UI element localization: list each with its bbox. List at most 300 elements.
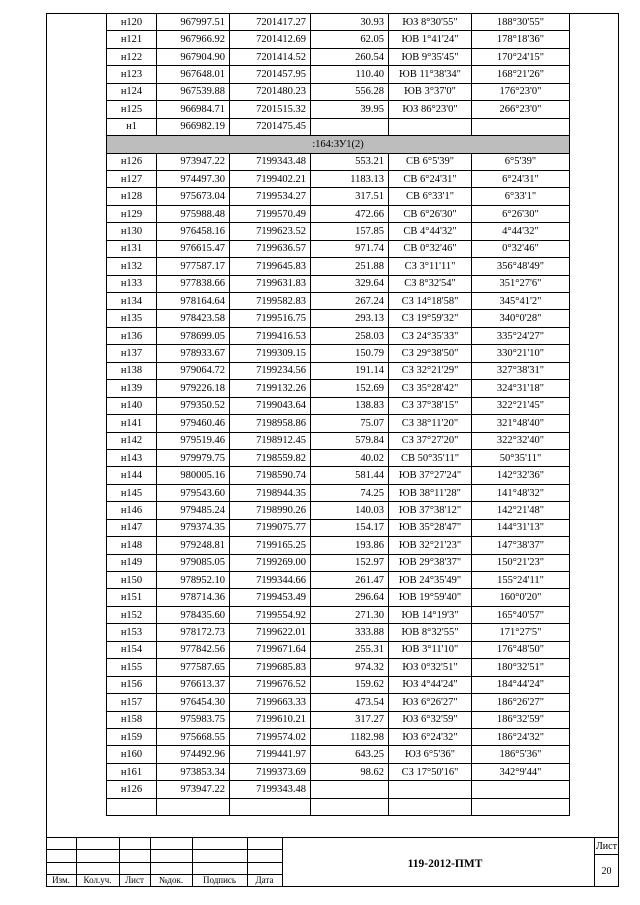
point-name-cell: н137	[107, 345, 157, 362]
point-name-cell: н160	[107, 746, 157, 763]
y-coordinate-cell: 7199441.97	[230, 746, 311, 763]
azimuth-cell: 266°23'0"	[472, 101, 570, 118]
x-coordinate-cell: 976613.37	[157, 676, 230, 693]
point-name-cell: н136	[107, 327, 157, 344]
azimuth-cell: 186°26'27"	[472, 694, 570, 711]
x-coordinate-cell: 978164.64	[157, 293, 230, 310]
x-coordinate-cell: 978435.60	[157, 606, 230, 623]
point-name-cell: н128	[107, 188, 157, 205]
y-coordinate-cell: 7199663.33	[230, 694, 311, 711]
distance-cell: 271.30	[311, 606, 389, 623]
direction-cell: СЗ 37°38'15"	[389, 397, 472, 414]
direction-cell: СЗ 3°11'11"	[389, 258, 472, 275]
azimuth-cell	[472, 781, 570, 798]
azimuth-cell: 180°32'51"	[472, 659, 570, 676]
azimuth-cell: 142°32'36"	[472, 467, 570, 484]
distance-cell: 553.21	[311, 153, 389, 170]
direction-cell: ЮЗ 0°32'51"	[389, 659, 472, 676]
direction-cell: ЮЗ 8°30'55"	[389, 14, 472, 31]
x-coordinate-cell: 980005.16	[157, 467, 230, 484]
distance-cell: 258.03	[311, 327, 389, 344]
y-coordinate-cell: 7201457.95	[230, 66, 311, 83]
table-row	[107, 397, 570, 414]
point-name-cell: н149	[107, 554, 157, 571]
x-coordinate-cell: 967966.92	[157, 31, 230, 48]
distance-cell: 191.14	[311, 362, 389, 379]
azimuth-cell: 0°32'46"	[472, 240, 570, 257]
x-coordinate-cell: 977587.17	[157, 258, 230, 275]
x-coordinate-cell: 974497.30	[157, 170, 230, 187]
table-row	[107, 380, 570, 397]
x-coordinate-cell: 973947.22	[157, 781, 230, 798]
azimuth-cell: 150°21'23"	[472, 554, 570, 571]
table-row	[107, 14, 570, 31]
point-name-cell: н153	[107, 624, 157, 641]
x-coordinate-cell: 979460.46	[157, 415, 230, 432]
table-row	[107, 449, 570, 466]
direction-cell: ЮВ 29°38'37"	[389, 554, 472, 571]
x-coordinate-cell: 979543.60	[157, 484, 230, 501]
x-coordinate-cell: 977842.56	[157, 641, 230, 658]
azimuth-cell: 6°33'1"	[472, 188, 570, 205]
azimuth-cell: 324°31'18"	[472, 380, 570, 397]
distance-cell: 62.05	[311, 31, 389, 48]
direction-cell: ЮВ 8°32'55"	[389, 624, 472, 641]
point-name-cell: н157	[107, 694, 157, 711]
distance-cell: 267.24	[311, 293, 389, 310]
azimuth-cell: 356°48'49"	[472, 258, 570, 275]
azimuth-cell: 176°48'50"	[472, 641, 570, 658]
azimuth-cell: 186°5'36"	[472, 746, 570, 763]
distance-cell: 1182.98	[311, 728, 389, 745]
stamp-izm: Изм.	[52, 875, 70, 885]
azimuth-cell: 322°21'45"	[472, 397, 570, 414]
stamp-data: Дата	[255, 875, 274, 885]
direction-cell	[389, 798, 472, 815]
y-coordinate-cell: 7199610.21	[230, 711, 311, 728]
direction-cell: СЗ 14°18'58"	[389, 293, 472, 310]
point-name-cell: н126	[107, 153, 157, 170]
point-name-cell: н144	[107, 467, 157, 484]
table-row	[107, 415, 570, 432]
point-name-cell: н121	[107, 31, 157, 48]
point-name-cell: н129	[107, 205, 157, 222]
distance-cell: 556.28	[311, 83, 389, 100]
table-row	[107, 659, 570, 676]
table-row	[107, 48, 570, 65]
table-row	[107, 537, 570, 554]
point-name-cell: н138	[107, 362, 157, 379]
section-row	[107, 136, 570, 153]
point-name-cell: н148	[107, 537, 157, 554]
stamp-dot: .	[183, 842, 186, 852]
y-coordinate-cell: 7199269.00	[230, 554, 311, 571]
x-coordinate-cell: 979064.72	[157, 362, 230, 379]
azimuth-cell: 188°30'55"	[472, 14, 570, 31]
direction-cell: ЮВ 35°28'47"	[389, 519, 472, 536]
azimuth-cell: 335°24'27"	[472, 327, 570, 344]
x-coordinate-cell: 967648.01	[157, 66, 230, 83]
point-name-cell: н158	[107, 711, 157, 728]
azimuth-cell: 322°32'40"	[472, 432, 570, 449]
direction-cell: СЗ 24°35'33"	[389, 327, 472, 344]
azimuth-cell: 165°40'57"	[472, 606, 570, 623]
y-coordinate-cell: 7199234.56	[230, 362, 311, 379]
point-name-cell: н131	[107, 240, 157, 257]
azimuth-cell: 345°41'2"	[472, 293, 570, 310]
azimuth-cell: 171°27'5"	[472, 624, 570, 641]
y-coordinate-cell: 7199534.27	[230, 188, 311, 205]
x-coordinate-cell: 975668.55	[157, 728, 230, 745]
y-coordinate-cell: 7201480.23	[230, 83, 311, 100]
point-name-cell: н154	[107, 641, 157, 658]
table-row	[107, 188, 570, 205]
table-row	[107, 572, 570, 589]
table-row	[107, 362, 570, 379]
point-name-cell: н150	[107, 572, 157, 589]
azimuth-cell: 342°9'44"	[472, 763, 570, 780]
distance-cell: 193.86	[311, 537, 389, 554]
point-name-cell: н161	[107, 763, 157, 780]
table-row	[107, 676, 570, 693]
direction-cell: ЮВ 14°19'3"	[389, 606, 472, 623]
point-name-cell: н159	[107, 728, 157, 745]
table-row	[107, 293, 570, 310]
point-name-cell: н140	[107, 397, 157, 414]
direction-cell: ЮВ 37°27'24"	[389, 467, 472, 484]
azimuth-cell: 351°27'6"	[472, 275, 570, 292]
azimuth-cell: 6°5'39"	[472, 153, 570, 170]
y-coordinate-cell: 7199636.57	[230, 240, 311, 257]
table-row	[107, 589, 570, 606]
azimuth-cell: 142°21'48"	[472, 502, 570, 519]
y-coordinate-cell	[230, 798, 311, 815]
y-coordinate-cell: 7199132.26	[230, 380, 311, 397]
x-coordinate-cell: 976458.16	[157, 223, 230, 240]
distance-cell: 293.13	[311, 310, 389, 327]
distance-cell: 140.03	[311, 502, 389, 519]
table-row	[107, 223, 570, 240]
point-name-cell: н132	[107, 258, 157, 275]
distance-cell: 98.62	[311, 763, 389, 780]
y-coordinate-cell: 7199344.66	[230, 572, 311, 589]
table-row	[107, 746, 570, 763]
direction-cell: СВ 6°26'30"	[389, 205, 472, 222]
direction-cell	[389, 118, 472, 135]
y-coordinate-cell: 7199165.25	[230, 537, 311, 554]
table-row	[107, 205, 570, 222]
azimuth-cell: 6°26'30"	[472, 205, 570, 222]
x-coordinate-cell: 976454.30	[157, 694, 230, 711]
azimuth-cell: 50°35'11"	[472, 449, 570, 466]
y-coordinate-cell: 7199570.49	[230, 205, 311, 222]
point-name-cell: н122	[107, 48, 157, 65]
coordinates-table	[106, 13, 570, 816]
distance-cell: 473.54	[311, 694, 389, 711]
point-name-cell	[107, 798, 157, 815]
direction-cell: СЗ 37°27'20"	[389, 432, 472, 449]
document-code: 119-2012-ПМТ	[407, 858, 483, 870]
direction-cell: СЗ 17°50'16"	[389, 763, 472, 780]
x-coordinate-cell: 978714.36	[157, 589, 230, 606]
direction-cell: ЮВ 37°38'12"	[389, 502, 472, 519]
y-coordinate-cell: 7199416.53	[230, 327, 311, 344]
table-row	[107, 275, 570, 292]
azimuth-cell: 178°18'36"	[472, 31, 570, 48]
distance-cell: 974.32	[311, 659, 389, 676]
point-name-cell: н134	[107, 293, 157, 310]
direction-cell: СВ 4°44'32"	[389, 223, 472, 240]
azimuth-cell	[472, 118, 570, 135]
distance-cell: 261.47	[311, 572, 389, 589]
x-coordinate-cell: 966982.19	[157, 118, 230, 135]
table-row	[107, 432, 570, 449]
azimuth-cell: 4°44'32"	[472, 223, 570, 240]
point-name-cell: н156	[107, 676, 157, 693]
x-coordinate-cell: 978952.10	[157, 572, 230, 589]
x-coordinate-cell: 979374.35	[157, 519, 230, 536]
x-coordinate-cell: 967904.90	[157, 48, 230, 65]
table-row	[107, 258, 570, 275]
y-coordinate-cell: 7198958.86	[230, 415, 311, 432]
x-coordinate-cell: 978423.58	[157, 310, 230, 327]
point-name-cell: н143	[107, 449, 157, 466]
x-coordinate-cell: 967997.51	[157, 14, 230, 31]
direction-cell: ЮВ 11°38'34"	[389, 66, 472, 83]
y-coordinate-cell: 7201412.69	[230, 31, 311, 48]
distance-cell: 74.25	[311, 484, 389, 501]
table-row	[107, 694, 570, 711]
direction-cell: СЗ 19°59'32"	[389, 310, 472, 327]
x-coordinate-cell	[157, 798, 230, 815]
distance-cell: 154.17	[311, 519, 389, 536]
sheet-label: Лист	[596, 841, 617, 852]
distance-cell: 317.51	[311, 188, 389, 205]
point-name-cell: н155	[107, 659, 157, 676]
table-row	[107, 345, 570, 362]
y-coordinate-cell: 7199554.92	[230, 606, 311, 623]
x-coordinate-cell: 979979.75	[157, 449, 230, 466]
direction-cell: СЗ 35°28'42"	[389, 380, 472, 397]
point-name-cell: н151	[107, 589, 157, 606]
distance-cell: 329.64	[311, 275, 389, 292]
direction-cell: ЮЗ 6°32'59"	[389, 711, 472, 728]
azimuth-cell: 186°24'32"	[472, 728, 570, 745]
x-coordinate-cell: 979519.46	[157, 432, 230, 449]
azimuth-cell	[472, 798, 570, 815]
azimuth-cell: 340°0'28"	[472, 310, 570, 327]
azimuth-cell: 186°32'59"	[472, 711, 570, 728]
azimuth-cell: 6°24'31"	[472, 170, 570, 187]
y-coordinate-cell: 7198912.45	[230, 432, 311, 449]
point-name-cell: н152	[107, 606, 157, 623]
distance-cell: 30.93	[311, 14, 389, 31]
y-coordinate-cell: 7201475.45	[230, 118, 311, 135]
table-row	[107, 153, 570, 170]
y-coordinate-cell: 7199685.83	[230, 659, 311, 676]
y-coordinate-cell: 7198590.74	[230, 467, 311, 484]
azimuth-cell: 327°38'31"	[472, 362, 570, 379]
x-coordinate-cell: 979350.52	[157, 397, 230, 414]
point-name-cell: н139	[107, 380, 157, 397]
x-coordinate-cell: 975983.75	[157, 711, 230, 728]
y-coordinate-cell: 7199516.75	[230, 310, 311, 327]
x-coordinate-cell: 979226.18	[157, 380, 230, 397]
stamp-kol-uch: Кол.уч.	[83, 875, 112, 885]
distance-cell	[311, 781, 389, 798]
direction-cell: СЗ 32°21'29"	[389, 362, 472, 379]
table-row	[107, 66, 570, 83]
point-name-cell: н120	[107, 14, 157, 31]
y-coordinate-cell: 7199402.21	[230, 170, 311, 187]
y-coordinate-cell: 7199343.48	[230, 153, 311, 170]
direction-cell	[389, 781, 472, 798]
distance-cell: 159.62	[311, 676, 389, 693]
table-row	[107, 711, 570, 728]
point-name-cell: н142	[107, 432, 157, 449]
table-row	[107, 170, 570, 187]
section-title: :164:ЗУ1(2)	[107, 136, 570, 153]
direction-cell: ЮЗ 86°23'0"	[389, 101, 472, 118]
direction-cell: ЮВ 19°59'40"	[389, 589, 472, 606]
azimuth-cell: 170°24'15"	[472, 48, 570, 65]
table-row	[107, 101, 570, 118]
table-row	[107, 554, 570, 571]
y-coordinate-cell: 7199645.83	[230, 258, 311, 275]
direction-cell: СЗ 29°38'50"	[389, 345, 472, 362]
point-name-cell: н130	[107, 223, 157, 240]
x-coordinate-cell: 978172.73	[157, 624, 230, 641]
stamp-podpis: Подпись	[202, 875, 237, 885]
x-coordinate-cell: 973853.34	[157, 763, 230, 780]
point-name-cell: н126	[107, 781, 157, 798]
y-coordinate-cell: 7199671.64	[230, 641, 311, 658]
table-row	[107, 83, 570, 100]
table-row	[107, 327, 570, 344]
azimuth-cell: 168°21'26"	[472, 66, 570, 83]
table-row	[107, 798, 570, 815]
table-row	[107, 31, 570, 48]
table-row	[107, 606, 570, 623]
y-coordinate-cell: 7199373.69	[230, 763, 311, 780]
distance-cell: 255.31	[311, 641, 389, 658]
y-coordinate-cell: 7199631.83	[230, 275, 311, 292]
azimuth-cell: 144°31'13"	[472, 519, 570, 536]
distance-cell: 472.66	[311, 205, 389, 222]
table-row	[107, 763, 570, 780]
table-row	[107, 502, 570, 519]
table-row	[107, 240, 570, 257]
sheet-number: 20	[601, 866, 612, 877]
y-coordinate-cell: 7198944.35	[230, 484, 311, 501]
distance-cell: 138.83	[311, 397, 389, 414]
table-row	[107, 310, 570, 327]
y-coordinate-cell: 7199622.01	[230, 624, 311, 641]
x-coordinate-cell: 973947.22	[157, 153, 230, 170]
azimuth-cell: 141°48'32"	[472, 484, 570, 501]
distance-cell: 579.84	[311, 432, 389, 449]
azimuth-cell: 147°38'37"	[472, 537, 570, 554]
stamp-list: Лист	[125, 875, 144, 885]
distance-cell: 643.25	[311, 746, 389, 763]
distance-cell: 152.97	[311, 554, 389, 571]
x-coordinate-cell: 974492.96	[157, 746, 230, 763]
point-name-cell: н1	[107, 118, 157, 135]
direction-cell: ЮВ 1°41'24"	[389, 31, 472, 48]
y-coordinate-cell: 7201414.52	[230, 48, 311, 65]
direction-cell: СВ 50°35'11"	[389, 449, 472, 466]
x-coordinate-cell: 979248.81	[157, 537, 230, 554]
distance-cell: 971.74	[311, 240, 389, 257]
distance-cell: 317.27	[311, 711, 389, 728]
table-row	[107, 484, 570, 501]
direction-cell: ЮВ 3°37'0"	[389, 83, 472, 100]
x-coordinate-cell: 966984.71	[157, 101, 230, 118]
title-block	[46, 837, 619, 887]
direction-cell: ЮВ 32°21'23"	[389, 537, 472, 554]
x-coordinate-cell: 975988.48	[157, 205, 230, 222]
y-coordinate-cell: 7199043.64	[230, 397, 311, 414]
distance-cell: 157.85	[311, 223, 389, 240]
table-row	[107, 467, 570, 484]
point-name-cell: н147	[107, 519, 157, 536]
y-coordinate-cell: 7201515.32	[230, 101, 311, 118]
distance-cell: 150.79	[311, 345, 389, 362]
point-name-cell: н133	[107, 275, 157, 292]
distance-cell: 333.88	[311, 624, 389, 641]
azimuth-cell: 176°23'0"	[472, 83, 570, 100]
direction-cell: ЮЗ 4°44'24"	[389, 676, 472, 693]
distance-cell	[311, 798, 389, 815]
x-coordinate-cell: 975673.04	[157, 188, 230, 205]
x-coordinate-cell: 967539.88	[157, 83, 230, 100]
point-name-cell: н123	[107, 66, 157, 83]
y-coordinate-cell: 7199676.52	[230, 676, 311, 693]
direction-cell: ЮЗ 6°24'32"	[389, 728, 472, 745]
distance-cell: 40.02	[311, 449, 389, 466]
distance-cell	[311, 118, 389, 135]
y-coordinate-cell: 7198990.26	[230, 502, 311, 519]
y-coordinate-cell: 7199075.77	[230, 519, 311, 536]
distance-cell: 251.88	[311, 258, 389, 275]
y-coordinate-cell: 7201417.27	[230, 14, 311, 31]
table-row	[107, 728, 570, 745]
direction-cell: ЮЗ 6°5'36"	[389, 746, 472, 763]
point-name-cell: н125	[107, 101, 157, 118]
distance-cell: 1183.13	[311, 170, 389, 187]
x-coordinate-cell: 979485.24	[157, 502, 230, 519]
azimuth-cell: 330°21'10"	[472, 345, 570, 362]
table-row	[107, 781, 570, 798]
direction-cell: ЮВ 38°11'28"	[389, 484, 472, 501]
distance-cell: 152.69	[311, 380, 389, 397]
point-name-cell: н145	[107, 484, 157, 501]
table-row	[107, 641, 570, 658]
point-name-cell: н141	[107, 415, 157, 432]
x-coordinate-cell: 977587.65	[157, 659, 230, 676]
direction-cell: ЮВ 9°35'45"	[389, 48, 472, 65]
direction-cell: СВ 6°24'31"	[389, 170, 472, 187]
direction-cell: СЗ 38°11'20"	[389, 415, 472, 432]
distance-cell: 581.44	[311, 467, 389, 484]
x-coordinate-cell: 978699.05	[157, 327, 230, 344]
point-name-cell: н135	[107, 310, 157, 327]
point-name-cell: н124	[107, 83, 157, 100]
y-coordinate-cell: 7199623.52	[230, 223, 311, 240]
y-coordinate-cell: 7199453.49	[230, 589, 311, 606]
point-name-cell: н127	[107, 170, 157, 187]
x-coordinate-cell: 979085.05	[157, 554, 230, 571]
